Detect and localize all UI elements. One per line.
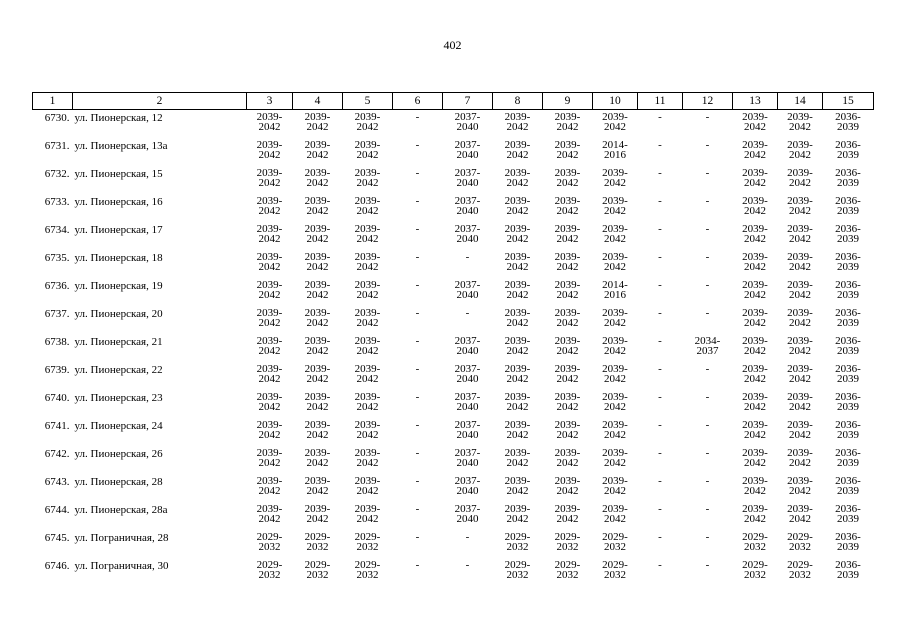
period-cell-5: 2039- 2042 [354,195,381,217]
period-cell-9: 2039- 2042 [554,503,581,525]
period-cell-10: 2039- 2042 [602,447,628,469]
address-cell: ул. Пионерская, 16 [74,196,163,208]
period-cell-10: 2039- 2042 [602,419,628,441]
period-cell-12: - [705,503,710,515]
period-cell-15: 2036- 2039 [835,139,861,161]
period-cell-5: 2039- 2042 [354,167,381,189]
table-row [33,306,874,334]
period-cell-7: 2037- 2040 [454,363,481,385]
address-cell: ул. Пионерская, 28 [74,476,163,488]
period-cell-15: 2036- 2039 [835,475,861,497]
period-cell-7: 2037- 2040 [454,279,481,301]
period-cell-8: 2039- 2042 [504,251,531,273]
period-cell-3: 2029- 2032 [256,559,283,581]
period-cell-9: 2039- 2042 [554,251,581,273]
period-cell-13: 2039- 2042 [742,195,768,217]
period-cell-4: 2039- 2042 [304,419,331,441]
period-cell-14: 2039- 2042 [787,363,813,385]
period-cell-9: 2029- 2032 [554,531,581,553]
period-cell-9: 2039- 2042 [554,475,581,497]
address-cell: ул. Пионерская, 17 [74,224,163,236]
period-cell-6: - [415,167,420,179]
address-cell: ул. Пионерская, 22 [74,364,163,376]
address-cell: ул. Пограничная, 28 [74,532,169,544]
period-cell-6: - [415,111,420,123]
period-cell-8: 2039- 2042 [504,419,531,441]
period-cell-12: - [705,531,710,543]
period-cell-9: 2039- 2042 [554,279,581,301]
period-cell-14: 2039- 2042 [787,111,813,133]
period-cell-10: 2039- 2042 [602,167,628,189]
period-cell-3: 2039- 2042 [256,251,283,273]
period-cell-11: - [658,335,662,347]
address-cell: ул. Пионерская, 13а [74,140,168,152]
period-cell-14: 2039- 2042 [787,503,813,525]
period-cell-14: 2039- 2042 [787,447,813,469]
period-cell-12: - [705,195,710,207]
period-cell-5: 2039- 2042 [354,335,381,357]
period-cell-10: 2029- 2032 [602,559,628,581]
table-row [33,222,874,250]
page-number: 402 [443,38,462,52]
period-cell-5: 2029- 2032 [354,531,381,553]
period-cell-8: 2039- 2042 [504,475,531,497]
period-cell-12: 2034- 2037 [694,335,721,357]
period-cell-10: 2039- 2042 [602,111,628,133]
period-cell-5: 2039- 2042 [354,251,381,273]
period-cell-8: 2039- 2042 [504,279,531,301]
period-cell-7: - [465,559,470,571]
period-cell-11: - [658,475,662,487]
period-cell-14: 2039- 2042 [787,419,813,441]
period-cell-3: 2039- 2042 [256,279,283,301]
period-cell-8: 2039- 2042 [504,363,531,385]
period-cell-5: 2039- 2042 [354,279,381,301]
row-number: 6745. [44,532,70,544]
row-number: 6732. [44,168,70,180]
period-cell-9: 2039- 2042 [554,195,581,217]
period-cell-7: - [465,531,470,543]
period-cell-9: 2039- 2042 [554,139,581,161]
period-cell-8: 2039- 2042 [504,223,531,245]
address-cell: ул. Пионерская, 12 [74,112,163,124]
period-cell-6: - [415,335,420,347]
period-cell-14: 2039- 2042 [787,391,813,413]
period-cell-3: 2039- 2042 [256,111,283,133]
period-cell-8: 2039- 2042 [504,503,531,525]
period-cell-7: 2037- 2040 [454,111,481,133]
repair-schedule-table [32,92,874,586]
period-cell-7: - [465,251,470,263]
table-row [33,166,874,194]
row-number: 6740. [44,392,70,404]
period-cell-10: 2039- 2042 [602,307,628,329]
period-cell-11: - [658,503,662,515]
period-cell-15: 2036- 2039 [835,195,861,217]
period-cell-9: 2039- 2042 [554,391,581,413]
period-cell-15: 2036- 2039 [835,111,861,133]
period-cell-13: 2039- 2042 [742,363,768,385]
period-cell-8: 2029- 2032 [504,559,531,581]
row-number: 6741. [44,420,70,432]
period-cell-7: 2037- 2040 [454,335,481,357]
column-header-7: 7 [443,93,493,110]
table-row [33,250,874,278]
period-cell-7: 2037- 2040 [454,475,481,497]
period-cell-5: 2039- 2042 [354,363,381,385]
period-cell-15: 2036- 2039 [835,363,861,385]
period-cell-8: 2039- 2042 [504,447,531,469]
column-header-15: 15 [823,93,874,110]
period-cell-6: - [415,223,420,235]
table-row [33,110,874,139]
table-row [33,362,874,390]
period-cell-8: 2039- 2042 [504,111,531,133]
table-row [33,138,874,166]
address-cell: ул. Пионерская, 23 [74,392,163,404]
period-cell-12: - [705,475,710,487]
period-cell-4: 2039- 2042 [304,475,331,497]
address-cell: ул. Пионерская, 19 [74,280,163,292]
period-cell-11: - [658,195,662,207]
period-cell-12: - [705,391,710,403]
column-header-4: 4 [293,93,343,110]
period-cell-14: 2039- 2042 [787,139,813,161]
period-cell-6: - [415,475,420,487]
period-cell-14: 2039- 2042 [787,223,813,245]
period-cell-15: 2036- 2039 [835,335,861,357]
column-header-9: 9 [543,93,593,110]
period-cell-14: 2039- 2042 [787,475,813,497]
period-cell-11: - [658,139,662,151]
period-cell-15: 2036- 2039 [835,559,861,581]
period-cell-8: 2039- 2042 [504,307,531,329]
column-header-8: 8 [493,93,543,110]
period-cell-13: 2029- 2032 [742,559,768,581]
column-header-5: 5 [343,93,393,110]
period-cell-5: 2039- 2042 [354,223,381,245]
period-cell-5: 2039- 2042 [354,419,381,441]
table-row [33,446,874,474]
period-cell-11: - [658,419,662,431]
period-cell-4: 2029- 2032 [304,531,331,553]
period-cell-15: 2036- 2039 [835,531,861,553]
period-cell-11: - [658,559,662,571]
period-cell-13: 2029- 2032 [742,531,768,553]
column-header-3: 3 [247,93,293,110]
period-cell-11: - [658,111,662,123]
period-cell-6: - [415,391,420,403]
period-cell-13: 2039- 2042 [742,279,768,301]
period-cell-3: 2039- 2042 [256,391,283,413]
period-cell-6: - [415,363,420,375]
period-cell-10: 2039- 2042 [602,475,628,497]
period-cell-15: 2036- 2039 [835,307,861,329]
period-cell-3: 2039- 2042 [256,447,283,469]
period-cell-6: - [415,139,420,151]
period-cell-12: - [705,279,710,291]
row-number: 6731. [44,140,70,152]
period-cell-6: - [415,279,420,291]
period-cell-15: 2036- 2039 [835,391,861,413]
period-cell-7: 2037- 2040 [454,139,481,161]
period-cell-9: 2029- 2032 [554,559,581,581]
period-cell-5: 2039- 2042 [354,111,381,133]
period-cell-12: - [705,363,710,375]
period-cell-14: 2039- 2042 [787,167,813,189]
period-cell-9: 2039- 2042 [554,223,581,245]
period-cell-5: 2039- 2042 [354,139,381,161]
period-cell-3: 2039- 2042 [256,307,283,329]
row-number: 6739. [44,364,70,376]
table-row [33,194,874,222]
period-cell-12: - [705,139,710,151]
period-cell-14: 2039- 2042 [787,251,813,273]
period-cell-3: 2039- 2042 [256,419,283,441]
period-cell-11: - [658,363,662,375]
table-row [33,334,874,362]
period-cell-10: 2029- 2032 [602,531,628,553]
period-cell-3: 2039- 2042 [256,503,283,525]
period-cell-9: 2039- 2042 [554,111,581,133]
period-cell-4: 2039- 2042 [304,447,331,469]
period-cell-11: - [658,307,662,319]
address-cell: ул. Пионерская, 15 [74,168,163,180]
period-cell-11: - [658,447,662,459]
period-cell-4: 2039- 2042 [304,251,331,273]
period-cell-14: 2029- 2032 [787,559,813,581]
period-cell-5: 2029- 2032 [354,559,381,581]
period-cell-13: 2039- 2042 [742,447,768,469]
column-header-12: 12 [683,93,733,110]
period-cell-4: 2039- 2042 [304,195,331,217]
period-cell-14: 2039- 2042 [787,307,813,329]
row-number: 6738. [44,336,70,348]
table-row [33,558,874,586]
period-cell-9: 2039- 2042 [554,419,581,441]
period-cell-10: 2039- 2042 [602,223,628,245]
period-cell-11: - [658,167,662,179]
address-cell: ул. Пионерская, 26 [74,448,163,460]
table-row [33,418,874,446]
period-cell-15: 2036- 2039 [835,419,861,441]
period-cell-13: 2039- 2042 [742,307,768,329]
period-cell-6: - [415,251,420,263]
address-cell: ул. Пионерская, 20 [74,308,163,320]
period-cell-7: 2037- 2040 [454,223,481,245]
period-cell-10: 2014- 2016 [602,279,628,301]
period-cell-4: 2029- 2032 [304,559,331,581]
period-cell-13: 2039- 2042 [742,503,768,525]
period-cell-10: 2039- 2042 [602,503,628,525]
column-header-6: 6 [393,93,443,110]
period-cell-8: 2039- 2042 [504,167,531,189]
period-cell-14: 2039- 2042 [787,195,813,217]
period-cell-5: 2039- 2042 [354,447,381,469]
period-cell-8: 2039- 2042 [504,195,531,217]
period-cell-12: - [705,251,710,263]
period-cell-10: 2014- 2016 [602,139,628,161]
period-cell-13: 2039- 2042 [742,111,768,133]
row-number: 6735. [44,252,70,264]
address-cell: ул. Пионерская, 21 [74,336,163,348]
period-cell-10: 2039- 2042 [602,195,628,217]
row-number: 6734. [44,224,70,236]
period-cell-3: 2029- 2032 [256,531,283,553]
period-cell-12: - [705,111,710,123]
period-cell-12: - [705,447,710,459]
period-cell-9: 2039- 2042 [554,307,581,329]
period-cell-13: 2039- 2042 [742,391,768,413]
address-cell: ул. Пограничная, 30 [74,560,169,572]
row-number: 6736. [44,280,70,292]
period-cell-4: 2039- 2042 [304,167,331,189]
period-cell-15: 2036- 2039 [835,279,861,301]
period-cell-7: 2037- 2040 [454,391,481,413]
row-number: 6743. [44,476,70,488]
row-number: 6744. [44,504,70,516]
period-cell-14: 2029- 2032 [787,531,813,553]
period-cell-4: 2039- 2042 [304,307,331,329]
table-body [33,110,874,587]
period-cell-8: 2039- 2042 [504,335,531,357]
period-cell-11: - [658,251,662,263]
period-cell-9: 2039- 2042 [554,363,581,385]
period-cell-3: 2039- 2042 [256,195,283,217]
period-cell-15: 2036- 2039 [835,251,861,273]
period-cell-4: 2039- 2042 [304,111,331,133]
period-cell-13: 2039- 2042 [742,475,768,497]
column-header-14: 14 [778,93,823,110]
period-cell-6: - [415,419,420,431]
period-cell-5: 2039- 2042 [354,307,381,329]
period-cell-4: 2039- 2042 [304,363,331,385]
column-header-10: 10 [593,93,638,110]
period-cell-3: 2039- 2042 [256,475,283,497]
period-cell-4: 2039- 2042 [304,139,331,161]
period-cell-4: 2039- 2042 [304,335,331,357]
row-number: 6746. [44,560,70,572]
row-number: 6733. [44,196,70,208]
period-cell-15: 2036- 2039 [835,447,861,469]
table-row [33,390,874,418]
period-cell-13: 2039- 2042 [742,139,768,161]
period-cell-15: 2036- 2039 [835,503,861,525]
period-cell-13: 2039- 2042 [742,167,768,189]
period-cell-4: 2039- 2042 [304,503,331,525]
table-row [33,474,874,502]
period-cell-15: 2036- 2039 [835,167,861,189]
column-header-11: 11 [638,93,683,110]
period-cell-4: 2039- 2042 [304,279,331,301]
address-cell: ул. Пионерская, 18 [74,252,163,264]
period-cell-7: 2037- 2040 [454,447,481,469]
period-cell-5: 2039- 2042 [354,503,381,525]
address-cell: ул. Пионерская, 28а [74,504,168,516]
period-cell-6: - [415,559,420,571]
period-cell-12: - [705,307,710,319]
period-cell-12: - [705,419,710,431]
period-cell-4: 2039- 2042 [304,391,331,413]
row-number: 6737. [44,308,70,320]
period-cell-11: - [658,531,662,543]
period-cell-6: - [415,503,420,515]
column-header-13: 13 [733,93,778,110]
address-cell: ул. Пионерская, 24 [74,420,163,432]
table-row [33,530,874,558]
period-cell-9: 2039- 2042 [554,335,581,357]
period-cell-13: 2039- 2042 [742,419,768,441]
period-cell-10: 2039- 2042 [602,391,628,413]
period-cell-5: 2039- 2042 [354,475,381,497]
period-cell-3: 2039- 2042 [256,363,283,385]
period-cell-11: - [658,391,662,403]
period-cell-12: - [705,559,710,571]
period-cell-14: 2039- 2042 [787,335,813,357]
period-cell-6: - [415,307,420,319]
period-cell-6: - [415,447,420,459]
period-cell-10: 2039- 2042 [602,335,628,357]
period-cell-9: 2039- 2042 [554,447,581,469]
column-header-1: 1 [33,93,73,110]
period-cell-13: 2039- 2042 [742,335,768,357]
period-cell-7: 2037- 2040 [454,167,481,189]
row-number: 6742. [44,448,70,460]
column-header-2: 2 [73,93,247,110]
period-cell-3: 2039- 2042 [256,335,283,357]
period-cell-4: 2039- 2042 [304,223,331,245]
row-number: 6730. [44,112,70,124]
period-cell-7: - [465,307,470,319]
period-cell-6: - [415,195,420,207]
period-cell-8: 2039- 2042 [504,391,531,413]
period-cell-12: - [705,167,710,179]
period-cell-7: 2037- 2040 [454,195,481,217]
period-cell-3: 2039- 2042 [256,223,283,245]
column-number-header [33,93,874,110]
period-cell-12: - [705,223,710,235]
table-row [33,278,874,306]
period-cell-11: - [658,223,662,235]
period-cell-7: 2037- 2040 [454,419,481,441]
period-cell-10: 2039- 2042 [602,251,628,273]
period-cell-13: 2039- 2042 [742,251,768,273]
period-cell-6: - [415,531,420,543]
period-cell-3: 2039- 2042 [256,139,283,161]
period-cell-13: 2039- 2042 [742,223,768,245]
period-cell-3: 2039- 2042 [256,167,283,189]
period-cell-8: 2039- 2042 [504,139,531,161]
period-cell-15: 2036- 2039 [835,223,861,245]
period-cell-14: 2039- 2042 [787,279,813,301]
period-cell-10: 2039- 2042 [602,363,628,385]
period-cell-5: 2039- 2042 [354,391,381,413]
period-cell-7: 2037- 2040 [454,503,481,525]
table-row [33,502,874,530]
period-cell-11: - [658,279,662,291]
period-cell-8: 2029- 2032 [504,531,531,553]
period-cell-9: 2039- 2042 [554,167,581,189]
